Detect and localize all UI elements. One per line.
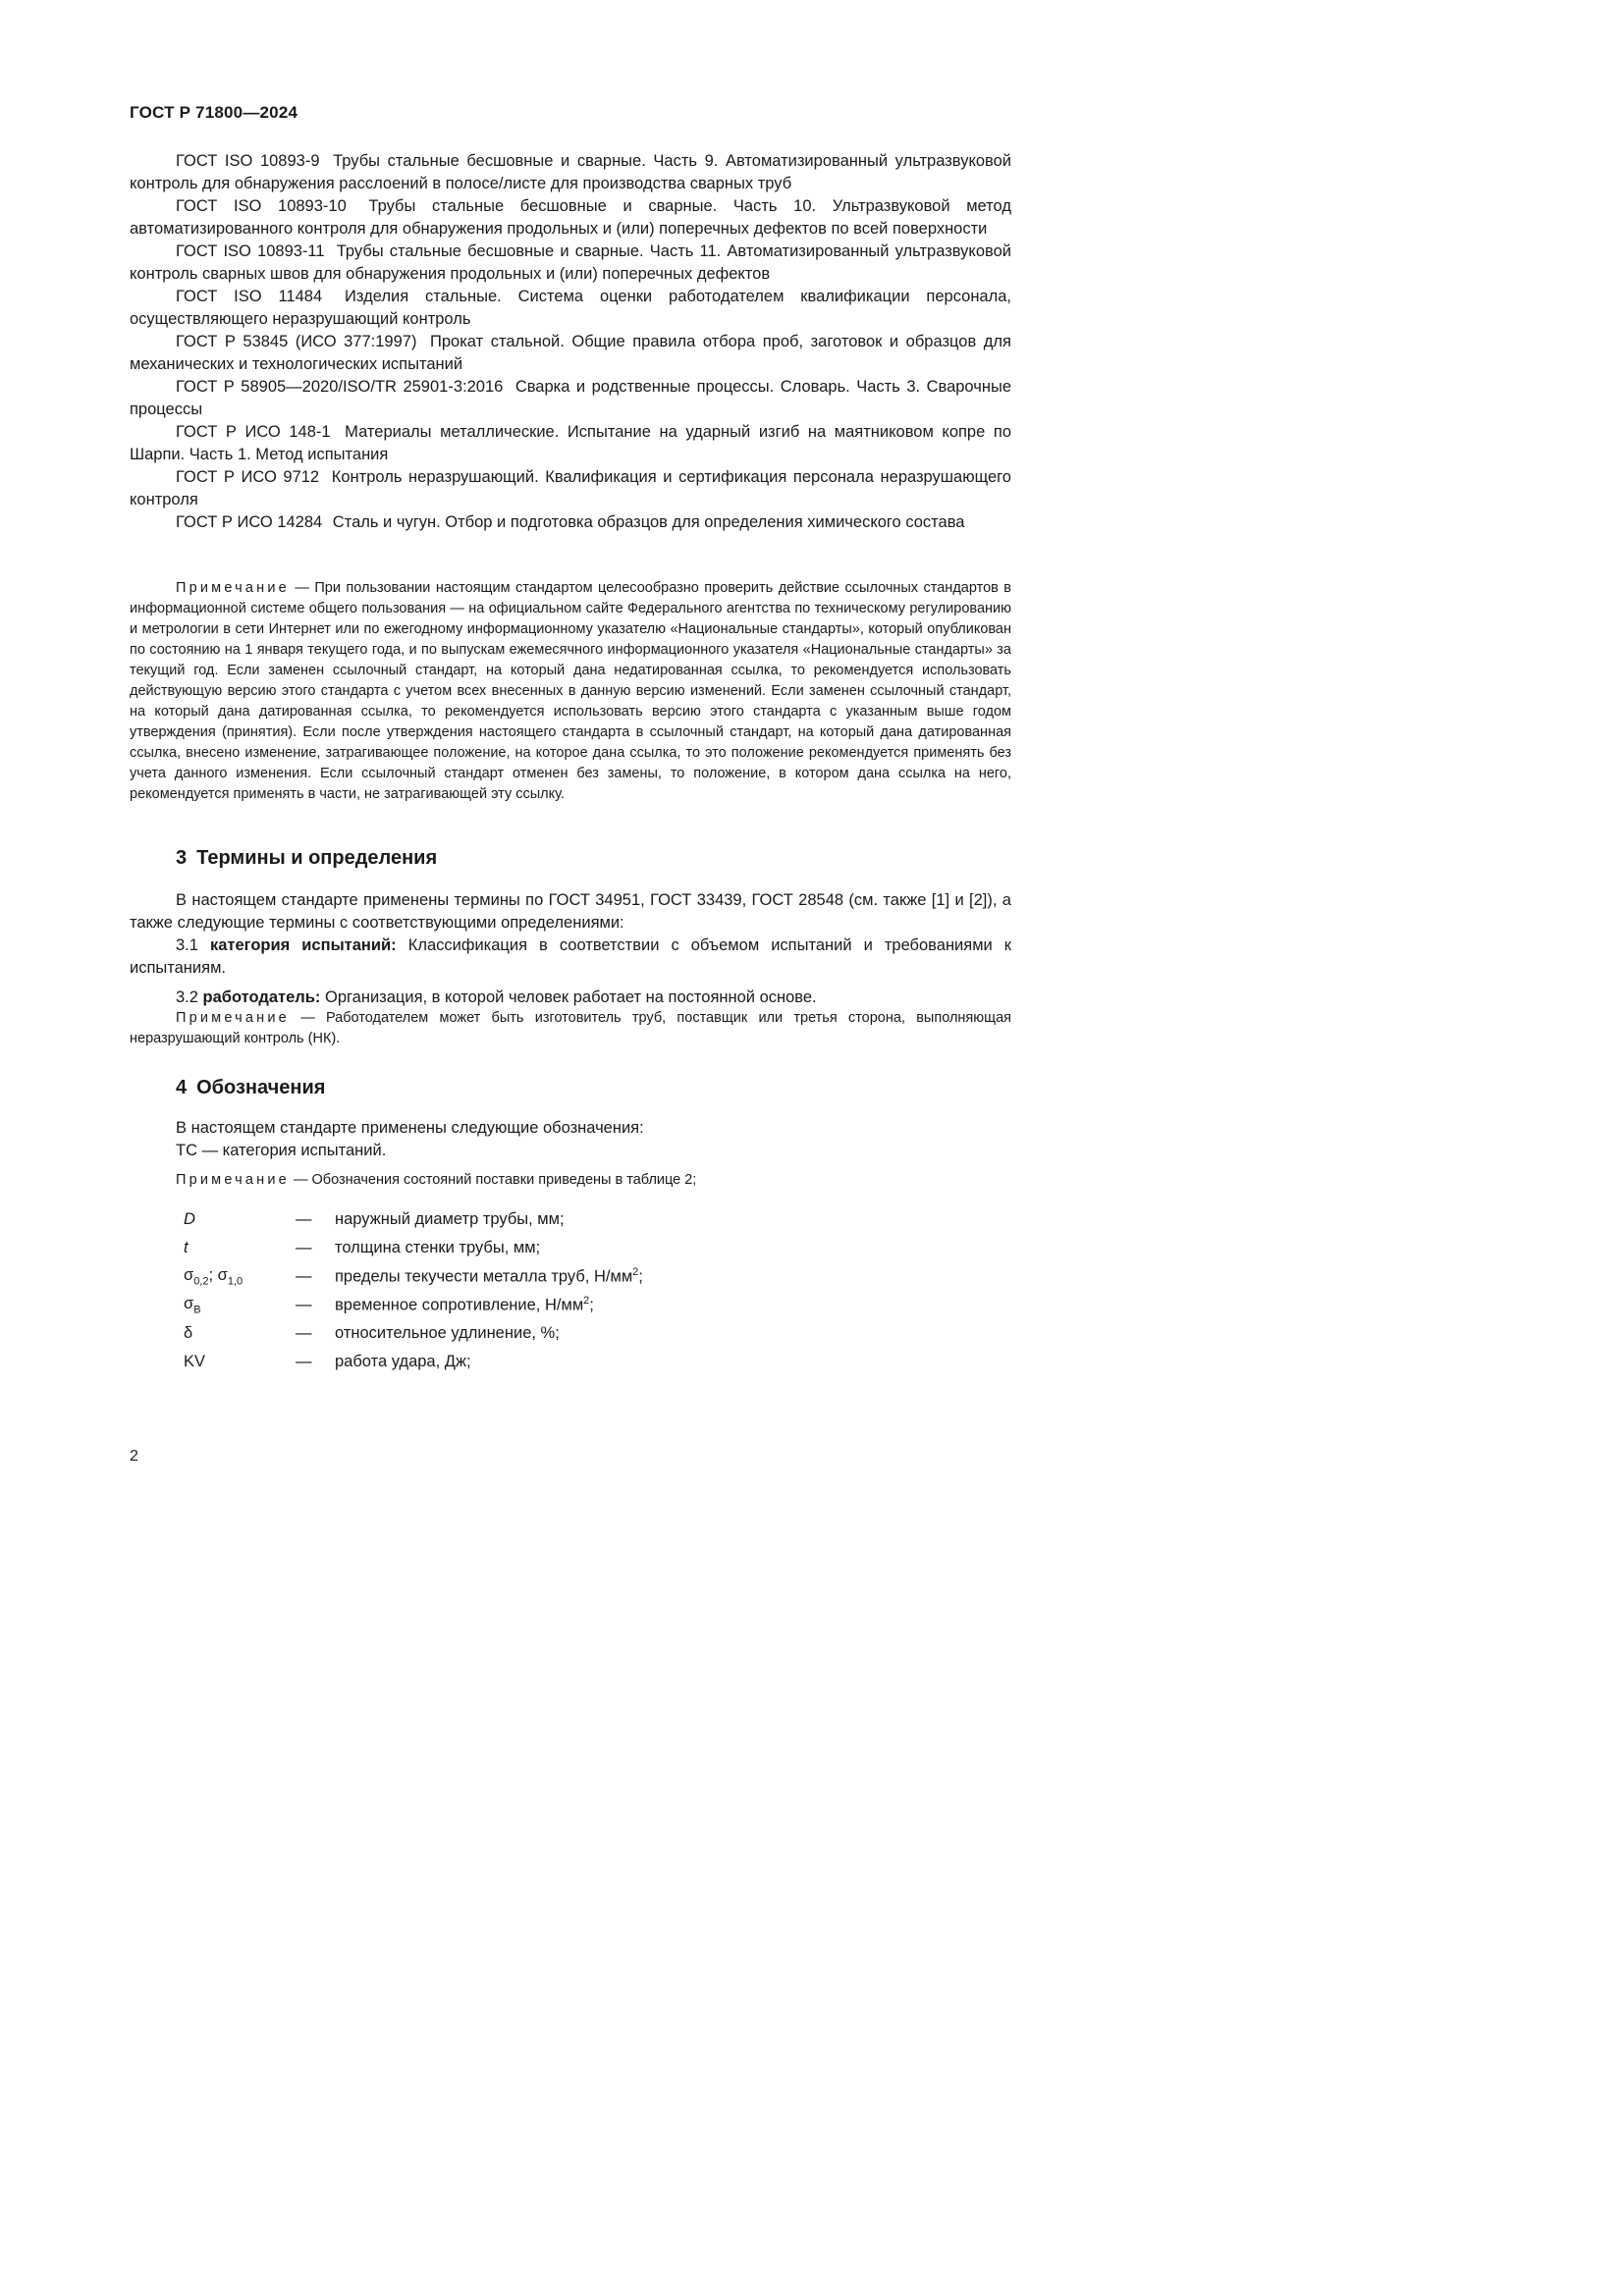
- reference-title: Трубы стальные бесшовные и сварные. Часть 10. Ультразвуковой метод автоматизированного контроля для обнаружения продольных и (или) поперечных дефектов по всей поверхности: [130, 197, 1011, 238]
- symbol: KV: [184, 1353, 206, 1370]
- symbol-dash: —: [296, 1296, 312, 1313]
- symbol-description: толщина стенки трубы, мм;: [335, 1239, 541, 1256]
- symbol-row: [176, 1291, 643, 1319]
- symbol-description: пределы текучести металла труб, $Н/мм^2$;: [335, 1266, 643, 1286]
- reference-item: [130, 195, 1011, 240]
- term-name: категория испытаний:: [209, 936, 397, 954]
- section-4-heading: [176, 1077, 325, 1099]
- reference-title: Сталь и чугун. Отбор и подготовка образцов для определения химического состава: [332, 513, 965, 531]
- note-text: — Обозначения состояний поставки приведены в таблице 2;: [289, 1172, 697, 1188]
- reference-item: [130, 466, 1011, 511]
- symbol-description: временное сопротивление, $Н/мм^2$;: [335, 1295, 594, 1314]
- page-number: 2: [130, 1448, 138, 1465]
- references-note: [130, 578, 1011, 805]
- term-number: 3.2: [176, 988, 198, 1006]
- reference-item: [130, 150, 1011, 195]
- reference-code: ГОСТ ISO 10893-10: [176, 197, 347, 215]
- note-label: Примечание: [176, 1172, 290, 1188]
- section-title: Термины и определения: [196, 847, 438, 869]
- symbol-dash: —: [296, 1267, 312, 1285]
- symbol: δ: [184, 1324, 193, 1342]
- note-text: — Работодателем может быть изготовитель труб, поставщик или третья сторона, выполняющая неразрушающий контроль (НК).: [130, 1010, 1011, 1046]
- note-text: — При пользовании настоящим стандартом целесообразно проверить действие ссылочных стандартов в информационной системе общего пользования — на официальном сайте Федерального агентства по техническому регулированию и метрологии в сети Интернет или по ежегодному информационному указателю «Национальные стандарты», который опубликован по состоянию на 1 января текущего года, и по выпускам ежемесячного информационного указателя «Национальные стандарты» за текущий год. Если заменен ссылочный стандарт, на который дана недатированная ссылка, то рекомендуется использовать действующую версию этого стандарта с учетом всех внесенных в данную версию изменений. Если заменен ссылочный стандарт, на который дана датированная ссылка, то рекомендуется использовать версию этого стандарта с указанным выше годом утверждения (принятия). Если после утверждения настоящего стандарта в ссылочный стандарт, на который дана датированная ссылка, внесено изменение, затрагивающее положение, на которое дана ссылка, то это положение рекомендуется применять без учета данного изменения. Если ссылочный стандарт отменен без замены, то положение, в котором дана ссылка на него, рекомендуется применять в части, не затрагивающей эту ссылку.: [130, 580, 1011, 802]
- section-3-intro: В настоящем стандарте применены термины по ГОСТ 34951, ГОСТ 33439, ГОСТ 28548 (см. также [1] и [2]), а также следующие термины с соответствующими определениями:: [130, 891, 1011, 932]
- reference-item: [130, 331, 1011, 376]
- section-4-body: [176, 1117, 1011, 1162]
- term-number: 3.1: [176, 936, 198, 954]
- symbol-row: [176, 1234, 643, 1262]
- symbol: $\sigma_В$: [184, 1294, 201, 1316]
- symbol-dash: —: [296, 1353, 312, 1370]
- symbol-row: [176, 1319, 643, 1348]
- term-note: [130, 1008, 1011, 1049]
- section-3-body: [130, 889, 1011, 1009]
- term-name: работодатель:: [202, 988, 321, 1006]
- term-definition: Классификация в соответствии с объемом испытаний и требованиями к испытаниям.: [130, 936, 1012, 977]
- reference-code: ГОСТ Р ИСО 148-1: [176, 423, 331, 441]
- reference-code: ГОСТ Р 53845 (ИСО 377:1997): [176, 333, 417, 350]
- reference-item: [130, 286, 1011, 331]
- reference-item: [130, 511, 1011, 534]
- symbol-dash: —: [296, 1239, 312, 1256]
- symbols-note: [176, 1170, 696, 1191]
- reference-code: ГОСТ Р ИСО 9712: [176, 468, 320, 486]
- symbol: D: [184, 1210, 195, 1228]
- reference-item: [130, 376, 1011, 421]
- symbols-table: [176, 1205, 643, 1376]
- reference-title: Контроль неразрушающий. Квалификация и сертификация персонала неразрушающего контроля: [130, 468, 1011, 508]
- symbol-row: [176, 1348, 643, 1376]
- tc-definition: ТС — категория испытаний.: [176, 1142, 387, 1159]
- section-number: 4: [176, 1077, 188, 1098]
- document-header: ГОСТ Р 71800—2024: [130, 103, 298, 122]
- normative-references-list: [130, 150, 1011, 534]
- symbol: t: [184, 1239, 189, 1256]
- section-4-intro: В настоящем стандарте применены следующие обозначения:: [176, 1119, 644, 1137]
- reference-title: Трубы стальные бесшовные и сварные. Часть 9. Автоматизированный ультразвуковой контроль для обнаружения расслоений в полосе/листе для производства сварных труб: [130, 152, 1011, 192]
- symbol: $\sigma_{0,2}$; $\sigma_{1,0}$: [184, 1265, 244, 1288]
- symbol-description: относительное удлинение, %;: [335, 1324, 560, 1342]
- symbol-dash: —: [296, 1210, 312, 1228]
- symbol-description: работа удара, Дж;: [335, 1353, 471, 1370]
- note-label: Примечание: [176, 1010, 290, 1026]
- term-entry: [130, 934, 1011, 980]
- reference-code: ГОСТ Р 58905—2020/ISO/TR 25901-3:2016: [176, 378, 504, 396]
- reference-code: ГОСТ Р ИСО 14284: [176, 513, 323, 531]
- section-3-heading: [176, 847, 437, 870]
- term-definition: Организация, в которой человек работает на постоянной основе.: [325, 988, 817, 1006]
- reference-code: ГОСТ ISO 11484: [176, 288, 323, 305]
- section-number: 3: [176, 847, 188, 869]
- reference-code: ГОСТ ISO 10893-9: [176, 152, 320, 170]
- reference-title: Сварка и родственные процессы. Словарь. Часть 3. Сварочные процессы: [130, 378, 1011, 418]
- symbol-description: наружный диаметр трубы, мм;: [335, 1210, 565, 1228]
- reference-title: Прокат стальной. Общие правила отбора проб, заготовок и образцов для механических и технологических испытаний: [130, 333, 1011, 373]
- reference-item: [130, 240, 1011, 286]
- document-page: [0, 0, 1085, 1534]
- symbol-row: [176, 1205, 643, 1234]
- reference-title: Изделия стальные. Система оценки работодателем квалификации персонала, осуществляющего неразрушающий контроль: [130, 288, 1012, 328]
- section-title: Обозначения: [196, 1077, 326, 1098]
- note-label: Примечание: [176, 580, 290, 596]
- symbol-dash: —: [296, 1324, 312, 1342]
- term-entry: [130, 987, 1011, 1009]
- reference-title: Трубы стальные бесшовные и сварные. Часть 11. Автоматизированный ультразвуковой контроль сварных швов для обнаружения продольных и (или) поперечных дефектов: [130, 242, 1011, 283]
- reference-code: ГОСТ ISO 10893-11: [176, 242, 325, 260]
- reference-item: [130, 421, 1011, 466]
- symbol-row: [176, 1262, 643, 1291]
- reference-title: Материалы металлические. Испытание на ударный изгиб на маятниковом копре по Шарпи. Часть 1. Метод испытания: [130, 423, 1011, 463]
